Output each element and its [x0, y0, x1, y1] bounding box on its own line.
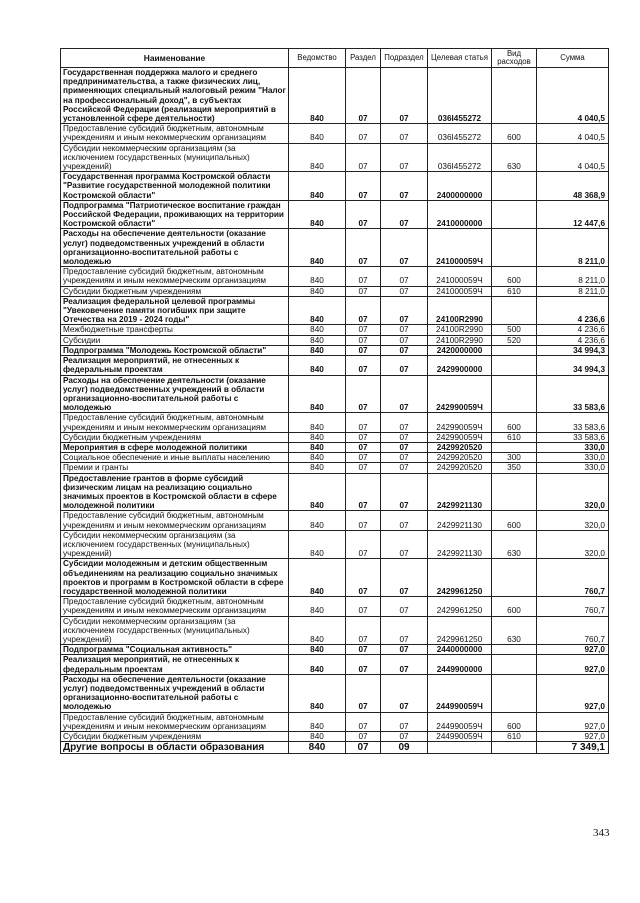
cell-razdel: 07 [346, 442, 381, 452]
cell-sum: 927,0 [537, 655, 609, 674]
cell-sum: 927,0 [537, 712, 609, 731]
cell-sum: 33 583,6 [537, 432, 609, 442]
cell-target: 2429961250 [428, 559, 492, 597]
cell-ved: 840 [289, 335, 346, 345]
cell-name: Субсидии [61, 335, 289, 345]
cell-sum: 330,0 [537, 463, 609, 473]
cell-vid: 600 [492, 413, 537, 432]
table-row [61, 674, 609, 712]
cell-target: 2429921130 [428, 511, 492, 530]
cell-ved: 840 [289, 559, 346, 597]
table-row [61, 442, 609, 452]
cell-podrazdel: 07 [381, 432, 428, 442]
cell-podrazdel: 07 [381, 143, 428, 172]
cell-razdel: 07 [346, 172, 381, 201]
cell-vid [492, 559, 537, 597]
cell-sum: 760,7 [537, 597, 609, 616]
table-row [61, 325, 609, 335]
table-row [61, 143, 609, 172]
table-row [61, 712, 609, 731]
cell-name: Предоставление субсидий бюджетным, автономным учреждениям и иным некоммерческим организациям [61, 413, 289, 432]
cell-razdel: 07 [346, 143, 381, 172]
cell-name: Социальное обеспечение и иные выплаты населению [61, 453, 289, 463]
budget-table [60, 48, 609, 754]
cell-podrazdel: 09 [381, 742, 428, 754]
cell-name: Предоставление субсидий бюджетным, автономным учреждениям и иным некоммерческим организациям [61, 712, 289, 731]
cell-sum: 927,0 [537, 732, 609, 742]
cell-name: Субсидии бюджетным учреждениям [61, 432, 289, 442]
cell-target: 036I455272 [428, 124, 492, 143]
cell-sum: 12 447,6 [537, 200, 609, 229]
cell-target: 241000059Ч [428, 286, 492, 296]
cell-target: 2429921130 [428, 530, 492, 559]
cell-name: Субсидии некоммерческим организациям (за исключением государственных (муниципальных) учреждений) [61, 616, 289, 645]
cell-name: Межбюджетные трансферты [61, 325, 289, 335]
cell-ved: 840 [289, 286, 346, 296]
cell-ved: 840 [289, 453, 346, 463]
cell-target: 2429920520 [428, 442, 492, 452]
cell-sum: 34 994,3 [537, 345, 609, 355]
cell-ved: 840 [289, 432, 346, 442]
cell-sum: 8 211,0 [537, 286, 609, 296]
cell-vid: 600 [492, 597, 537, 616]
cell-podrazdel: 07 [381, 645, 428, 655]
cell-ved: 840 [289, 296, 346, 325]
cell-target: 24100R2990 [428, 296, 492, 325]
cell-target: 244990059Ч [428, 712, 492, 731]
cell-name: Предоставление субсидий бюджетным, автономным учреждениям и иным некоммерческим организациям [61, 597, 289, 616]
cell-razdel: 07 [346, 732, 381, 742]
cell-podrazdel: 07 [381, 712, 428, 731]
cell-podrazdel: 07 [381, 732, 428, 742]
cell-name: Расходы на обеспечение деятельности (оказание услуг) подведомственных учреждений в области организационно-воспитательной работы с молодежью [61, 229, 289, 267]
cell-sum: 7 349,1 [537, 742, 609, 754]
cell-vid [492, 473, 537, 511]
col-header-name: Наименование [61, 49, 289, 68]
cell-name: Другие вопросы в области образования [61, 742, 289, 754]
cell-name: Субсидии бюджетным учреждениям [61, 286, 289, 296]
cell-target: 2429920520 [428, 453, 492, 463]
cell-razdel: 07 [346, 674, 381, 712]
cell-ved: 840 [289, 530, 346, 559]
cell-sum: 33 583,6 [537, 413, 609, 432]
cell-podrazdel: 07 [381, 530, 428, 559]
cell-razdel: 07 [346, 200, 381, 229]
cell-target: 2429900000 [428, 356, 492, 375]
cell-sum: 330,0 [537, 442, 609, 452]
table-row [61, 645, 609, 655]
col-header-target: Целевая статья [428, 49, 492, 68]
cell-name: Подпрограмма "Социальная активность" [61, 645, 289, 655]
cell-vid: 610 [492, 432, 537, 442]
cell-vid: 300 [492, 453, 537, 463]
cell-razdel: 07 [346, 645, 381, 655]
cell-vid [492, 742, 537, 754]
cell-vid: 600 [492, 267, 537, 286]
table-row [61, 68, 609, 124]
cell-razdel: 07 [346, 742, 381, 754]
cell-razdel: 07 [346, 463, 381, 473]
cell-podrazdel: 07 [381, 559, 428, 597]
cell-target: 2429920520 [428, 463, 492, 473]
cell-podrazdel: 07 [381, 229, 428, 267]
cell-razdel: 07 [346, 712, 381, 731]
cell-sum: 330,0 [537, 453, 609, 463]
table-row [61, 356, 609, 375]
cell-podrazdel: 07 [381, 442, 428, 452]
cell-name: Предоставление субсидий бюджетным, автономным учреждениям и иным некоммерческим организациям [61, 511, 289, 530]
cell-sum: 4 040,5 [537, 143, 609, 172]
cell-ved: 840 [289, 68, 346, 124]
cell-name: Подпрограмма "Патриотическое воспитание граждан Российской Федерации, проживающих на территории Костромской области" [61, 200, 289, 229]
cell-vid: 520 [492, 335, 537, 345]
cell-name: Предоставление субсидий бюджетным, автономным учреждениям и иным некоммерческим организациям [61, 124, 289, 143]
cell-vid [492, 172, 537, 201]
cell-ved: 840 [289, 742, 346, 754]
col-header-razdel: Раздел [346, 49, 381, 68]
cell-podrazdel: 07 [381, 511, 428, 530]
header-row [61, 49, 609, 68]
cell-sum: 4 236,6 [537, 335, 609, 345]
table-row [61, 124, 609, 143]
cell-target: 2440000000 [428, 645, 492, 655]
cell-razdel: 07 [346, 325, 381, 335]
cell-podrazdel: 07 [381, 267, 428, 286]
col-header-ved: Ведомство [289, 49, 346, 68]
cell-ved: 840 [289, 674, 346, 712]
cell-name: Расходы на обеспечение деятельности (оказание услуг) подведомственных учреждений в области организационно-воспитательной работы с молодежью [61, 375, 289, 413]
cell-vid [492, 229, 537, 267]
cell-ved: 840 [289, 325, 346, 335]
cell-podrazdel: 07 [381, 375, 428, 413]
cell-vid: 600 [492, 712, 537, 731]
cell-name: Подпрограмма "Молодежь Костромской области" [61, 345, 289, 355]
cell-vid: 630 [492, 530, 537, 559]
table-row [61, 296, 609, 325]
cell-razdel: 07 [346, 267, 381, 286]
cell-ved: 840 [289, 597, 346, 616]
cell-podrazdel: 07 [381, 335, 428, 345]
cell-razdel: 07 [346, 124, 381, 143]
cell-razdel: 07 [346, 511, 381, 530]
cell-target: 2429961250 [428, 597, 492, 616]
cell-podrazdel: 07 [381, 345, 428, 355]
cell-target: 2429921130 [428, 473, 492, 511]
table-row [61, 413, 609, 432]
cell-razdel: 07 [346, 286, 381, 296]
cell-sum: 34 994,3 [537, 356, 609, 375]
cell-target: 2420000000 [428, 345, 492, 355]
cell-name: Государственная программа Костромской области "Развитие государственной молодежной политики Костромской области" [61, 172, 289, 201]
table-row [61, 345, 609, 355]
cell-sum: 4 040,5 [537, 68, 609, 124]
table-row [61, 597, 609, 616]
table-row [61, 511, 609, 530]
table-row [61, 267, 609, 286]
table-row [61, 473, 609, 511]
table-row [61, 732, 609, 742]
cell-razdel: 07 [346, 616, 381, 645]
cell-razdel: 07 [346, 597, 381, 616]
cell-sum: 4 040,5 [537, 124, 609, 143]
cell-target: 242990059Ч [428, 413, 492, 432]
cell-sum: 4 236,6 [537, 296, 609, 325]
cell-target: 244990059Ч [428, 674, 492, 712]
cell-podrazdel: 07 [381, 200, 428, 229]
cell-target: 241000059Ч [428, 267, 492, 286]
cell-razdel: 07 [346, 68, 381, 124]
cell-podrazdel: 07 [381, 68, 428, 124]
cell-podrazdel: 07 [381, 172, 428, 201]
cell-sum: 320,0 [537, 530, 609, 559]
cell-razdel: 07 [346, 559, 381, 597]
cell-name: Предоставление грантов в форме субсидий физическим лицам на реализацию социально значимых проектов в Костромской области в сфере молодежной политики [61, 473, 289, 511]
cell-podrazdel: 07 [381, 356, 428, 375]
cell-name: Расходы на обеспечение деятельности (оказание услуг) подведомственных учреждений в области организационно-воспитательной работы с молодежью [61, 674, 289, 712]
cell-razdel: 07 [346, 453, 381, 463]
cell-vid: 610 [492, 732, 537, 742]
cell-sum: 33 583,6 [537, 375, 609, 413]
cell-razdel: 07 [346, 473, 381, 511]
cell-sum: 8 211,0 [537, 267, 609, 286]
cell-ved: 840 [289, 511, 346, 530]
cell-podrazdel: 07 [381, 655, 428, 674]
cell-vid [492, 375, 537, 413]
cell-ved: 840 [289, 356, 346, 375]
cell-ved: 840 [289, 229, 346, 267]
cell-vid: 600 [492, 124, 537, 143]
cell-razdel: 07 [346, 432, 381, 442]
cell-name: Субсидии некоммерческим организациям (за исключением государственных (муниципальных) учреждений) [61, 143, 289, 172]
cell-vid: 600 [492, 511, 537, 530]
cell-ved: 840 [289, 413, 346, 432]
table-row [61, 742, 609, 754]
cell-vid [492, 200, 537, 229]
cell-target [428, 742, 492, 754]
col-header-vid: Вид расходов [492, 49, 537, 68]
cell-target: 2410000000 [428, 200, 492, 229]
cell-ved: 840 [289, 616, 346, 645]
cell-ved: 840 [289, 143, 346, 172]
table-row [61, 286, 609, 296]
cell-vid [492, 645, 537, 655]
table-row [61, 559, 609, 597]
cell-vid [492, 674, 537, 712]
cell-sum: 48 368,9 [537, 172, 609, 201]
cell-target: 2400000000 [428, 172, 492, 201]
table-row [61, 200, 609, 229]
cell-podrazdel: 07 [381, 286, 428, 296]
col-header-podrazdel: Подраздел [381, 49, 428, 68]
cell-vid [492, 356, 537, 375]
cell-target: 24100R2990 [428, 325, 492, 335]
cell-razdel: 07 [346, 375, 381, 413]
cell-razdel: 07 [346, 335, 381, 345]
cell-vid [492, 442, 537, 452]
cell-ved: 840 [289, 645, 346, 655]
table-row [61, 453, 609, 463]
cell-target: 241000059Ч [428, 229, 492, 267]
table-row [61, 432, 609, 442]
cell-name: Государственная поддержка малого и среднего предпринимательства, а также физических лиц, применяющих специальный налоговый режим "Налог на профессиональный доход", в субъектах Российской Федерации (реализация мероприятий в установленной сфере деятельности) [61, 68, 289, 124]
cell-sum: 760,7 [537, 616, 609, 645]
cell-podrazdel: 07 [381, 413, 428, 432]
table-row [61, 616, 609, 645]
cell-sum: 4 236,6 [537, 325, 609, 335]
cell-ved: 840 [289, 375, 346, 413]
cell-podrazdel: 07 [381, 674, 428, 712]
table-row [61, 375, 609, 413]
cell-target: 2449900000 [428, 655, 492, 674]
cell-ved: 840 [289, 463, 346, 473]
table-row [61, 655, 609, 674]
cell-name: Реализация мероприятий, не отнесенных к федеральным проектам [61, 356, 289, 375]
cell-vid [492, 296, 537, 325]
cell-name: Премии и гранты [61, 463, 289, 473]
cell-target: 036I455272 [428, 143, 492, 172]
cell-razdel: 07 [346, 345, 381, 355]
cell-target: 036I455272 [428, 68, 492, 124]
cell-ved: 840 [289, 124, 346, 143]
cell-podrazdel: 07 [381, 124, 428, 143]
cell-razdel: 07 [346, 413, 381, 432]
col-header-sum: Сумма [537, 49, 609, 68]
cell-vid: 630 [492, 616, 537, 645]
cell-ved: 840 [289, 712, 346, 731]
cell-ved: 840 [289, 732, 346, 742]
cell-target: 244990059Ч [428, 732, 492, 742]
cell-ved: 840 [289, 442, 346, 452]
cell-target: 242990059Ч [428, 375, 492, 413]
cell-name: Реализация мероприятий, не отнесенных к федеральным проектам [61, 655, 289, 674]
cell-podrazdel: 07 [381, 473, 428, 511]
cell-podrazdel: 07 [381, 597, 428, 616]
cell-razdel: 07 [346, 296, 381, 325]
cell-name: Реализация федеральной целевой программы "Увековечение памяти погибших при защите Отечества на 2019 - 2024 годы" [61, 296, 289, 325]
cell-sum: 927,0 [537, 645, 609, 655]
table-row [61, 172, 609, 201]
cell-podrazdel: 07 [381, 325, 428, 335]
cell-vid: 610 [492, 286, 537, 296]
table-row [61, 530, 609, 559]
cell-target: 2429961250 [428, 616, 492, 645]
cell-podrazdel: 07 [381, 296, 428, 325]
cell-name: Субсидии некоммерческим организациям (за исключением государственных (муниципальных) учреждений) [61, 530, 289, 559]
cell-vid: 350 [492, 463, 537, 473]
table-row [61, 229, 609, 267]
cell-ved: 840 [289, 172, 346, 201]
cell-sum: 8 211,0 [537, 229, 609, 267]
cell-sum: 760,7 [537, 559, 609, 597]
cell-target: 242990059Ч [428, 432, 492, 442]
cell-name: Субсидии бюджетным учреждениям [61, 732, 289, 742]
cell-ved: 840 [289, 345, 346, 355]
cell-vid: 500 [492, 325, 537, 335]
cell-name: Мероприятия в сфере молодежной политики [61, 442, 289, 452]
cell-sum: 320,0 [537, 473, 609, 511]
cell-podrazdel: 07 [381, 616, 428, 645]
table-row [61, 463, 609, 473]
cell-ved: 840 [289, 267, 346, 286]
cell-ved: 840 [289, 473, 346, 511]
table-row [61, 335, 609, 345]
cell-vid [492, 345, 537, 355]
cell-razdel: 07 [346, 530, 381, 559]
cell-ved: 840 [289, 200, 346, 229]
cell-ved: 840 [289, 655, 346, 674]
cell-name: Предоставление субсидий бюджетным, автономным учреждениям и иным некоммерческим организациям [61, 267, 289, 286]
cell-razdel: 07 [346, 356, 381, 375]
cell-target: 24100R2990 [428, 335, 492, 345]
cell-razdel: 07 [346, 229, 381, 267]
cell-vid [492, 68, 537, 124]
cell-vid: 630 [492, 143, 537, 172]
cell-vid [492, 655, 537, 674]
cell-razdel: 07 [346, 655, 381, 674]
cell-podrazdel: 07 [381, 463, 428, 473]
cell-sum: 320,0 [537, 511, 609, 530]
cell-podrazdel: 07 [381, 453, 428, 463]
page-number: 343 [593, 827, 610, 839]
cell-name: Субсидии молодежным и детским общественным объединениям на реализацию социально значимых проектов и программ в Костромской области в сфере государственной молодежной политики [61, 559, 289, 597]
cell-sum: 927,0 [537, 674, 609, 712]
